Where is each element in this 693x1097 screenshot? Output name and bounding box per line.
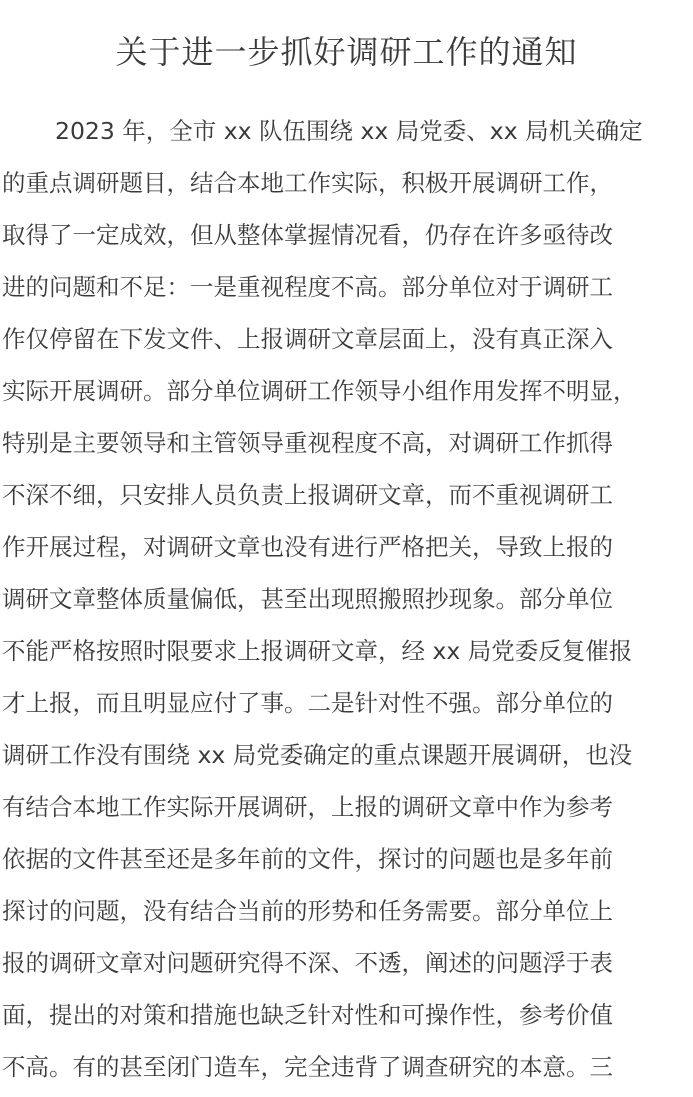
body-line: 探讨的问题，没有结合当前的形势和任务需要。部分单位上 [2,897,613,925]
body-line: 依据的文件甚至还是多年前的文件，探讨的问题也是多年前 [2,845,613,873]
body-line: 报的调研文章对问题研究得不深、不透，阐述的问题浮于表 [2,949,613,977]
document-title: 关于进一步抓好调研工作的通知 [115,33,578,71]
body-line: 实际开展调研。部分单位调研工作领导小组作用发挥不明显， [2,377,637,405]
body-line: 作开展过程，对调研文章也没有进行严格把关，导致上报的 [2,533,613,561]
body-line: 不深不细，只安排人员负责上报调研文章，而不重视调研工 [2,481,613,509]
body-line: 调研工作没有围绕 xx 局党委确定的重点课题开展调研，也没 [2,741,633,769]
body-line: 不能严格按照时限要求上报调研文章，经 xx 局党委反复催报 [2,637,633,665]
body-line: 特别是主要领导和主管领导重视程度不高，对调研工作抓得 [2,429,613,457]
body-line: 取得了一定成效，但从整体掌握情况看，仍存在许多亟待改 [2,221,613,249]
body-line: 不高。有的甚至闭门造车，完全违背了调查研究的本意。三 [2,1053,613,1081]
body-line: 的重点调研题目，结合本地工作实际，积极开展调研工作， [2,169,613,197]
body-line: 作仅停留在下发文件、上报调研文章层面上，没有真正深入 [2,325,613,353]
body-line: 面，提出的对策和措施也缺乏针对性和可操作性，参考价值 [2,1001,613,1029]
body-line: 有结合本地工作实际开展调研，上报的调研文章中作为参考 [2,793,613,821]
body-line: 才上报，而且明显应付了事。二是针对性不强。部分单位的 [2,689,613,717]
body-line: 2023 年，全市 xx 队伍围绕 xx 局党委、xx 局机关确定 [55,117,643,145]
document-body [2,105,693,1093]
body-line: 调研文章整体质量偏低，甚至出现照搬照抄现象。部分单位 [2,585,613,613]
body-line: 进的问题和不足：一是重视程度不高。部分单位对于调研工 [2,273,613,301]
